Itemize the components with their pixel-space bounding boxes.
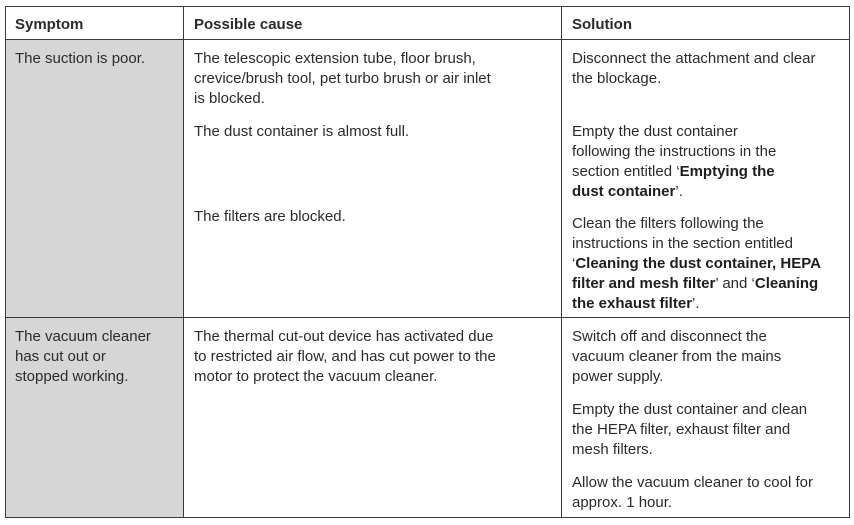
symptom-cut-out: The vacuum cleaner has cut out or stopped working.	[15, 328, 151, 385]
cause-filters-blocked: The filters are blocked.	[194, 208, 346, 225]
troubleshooting-table	[5, 6, 850, 518]
column-divider-1	[183, 7, 184, 517]
solution-cool-down: Allow the vacuum cleaner to cool for approx. 1 hour.	[572, 474, 813, 511]
cause-thermal-cutout: The thermal cut-out device has activated due to restricted air flow, and has cut power to the motor to protect the vacuum cleaner.	[194, 328, 496, 385]
solution-switch-off: Switch off and disconnect the vacuum cleaner from the mains power supply.	[572, 328, 782, 385]
symptom-column-shade	[6, 40, 184, 517]
row-divider	[6, 317, 849, 318]
header-divider	[6, 39, 849, 40]
column-divider-2	[561, 7, 562, 517]
solution-empty-and-clean: Empty the dust container and clean the HEPA filter, exhaust filter and mesh filters.	[572, 401, 808, 458]
cause-blocked-attachment: The telescopic extension tube, floor brush, crevice/brush tool, pet turbo brush or air inlet is blocked.	[194, 50, 491, 107]
symptom-suction-poor: The suction is poor.	[15, 50, 146, 67]
header-possible-cause: Possible cause	[194, 16, 303, 33]
header-solution: Solution	[572, 16, 632, 33]
header-symptom: Symptom	[15, 16, 84, 33]
solution-clean-filters: Clean the filters following the instructions in the section entitled ‘Cleaning the dust container, HEPA filter and mesh filter’ and ‘Cleaning the exhaust filter’.	[572, 215, 821, 312]
solution-clear-blockage: Disconnect the attachment and clear the blockage.	[572, 50, 816, 87]
cause-container-full: The dust container is almost full.	[194, 123, 410, 140]
solution-empty-container: Empty the dust container following the instructions in the section entitled ‘Emptying the dust container’.	[572, 123, 777, 200]
